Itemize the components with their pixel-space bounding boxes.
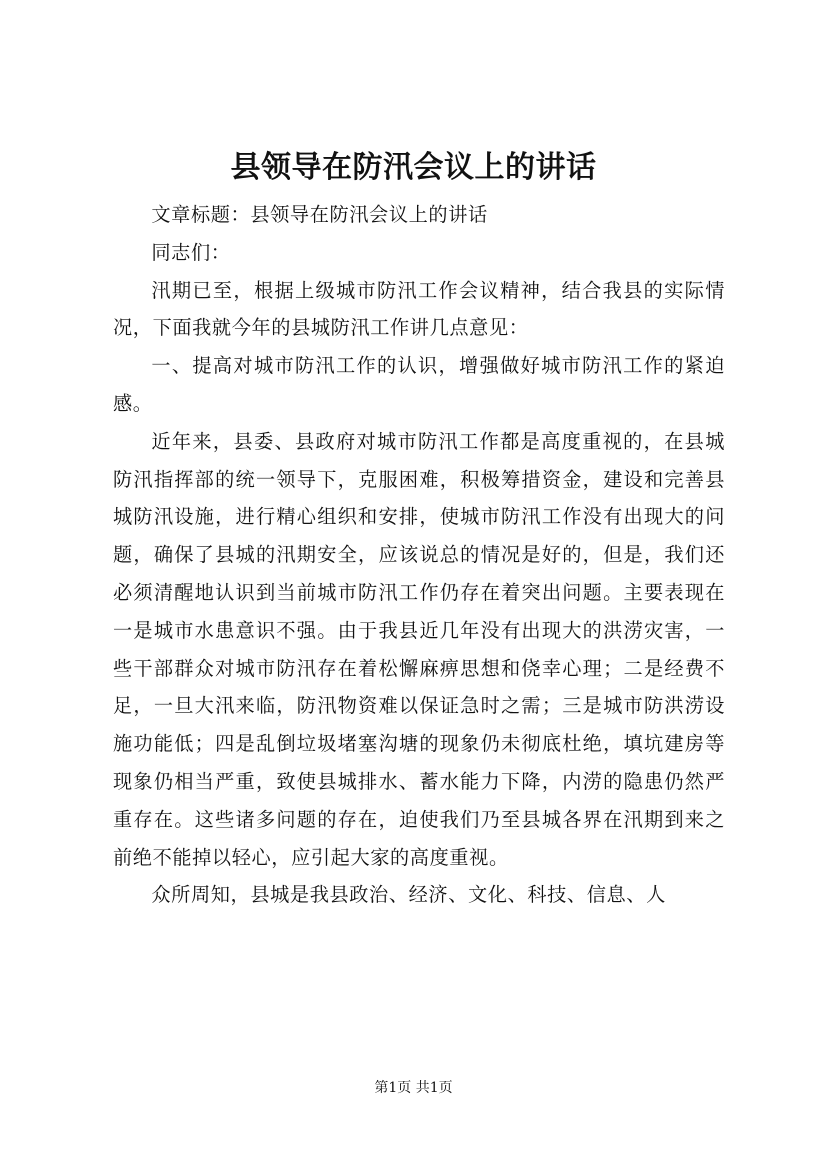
salutation: 同志们： xyxy=(151,240,231,264)
document-body xyxy=(113,196,725,914)
article-title-line: 文章标题：县领导在防汛会议上的讲话 xyxy=(151,203,488,226)
page-number: 第1页 共1页 xyxy=(374,1080,453,1096)
intro-paragraph: 汛期已至，根据上级城市防汛工作会议精神，结合我县的实际情况，下面我就今年的县城防汛工作讲几点意见： xyxy=(113,278,725,340)
body-paragraph: 近年来，县委、县政府对城市防汛工作都是高度重视的，在县城防汛指挥部的统一领导下，克服困难，积极筹措资金，建设和完善县城防汛设施，进行精心组织和安排，使城市防汛工作没有出现大的问题，确保了县城的汛期安全，应该说总的情况是好的，但是，我们还必须清醒地认识到当前城市防汛工作仍存在着突出问题。主要表现在一是城市水患意识不强。由于我县近几年没有出现大的洪涝灾害，一些干部群众对城市防汛存在着松懈麻痹思想和侥幸心理；二是经费不足，一旦大汛来临，防汛物资难以保证急时之需；三是城市防洪涝设施功能低；四是乱倒垃圾堵塞沟塘的现象仍未彻底杜绝，填坑建房等现象仍相当严重，致使县城排水、蓄水能力下降，内涝的隐患仍然严重存在。这些诸多问题的存在，迫使我们乃至县城各界在汛期到来之前绝不能掉以轻心，应引起大家的高度重视。 xyxy=(113,429,725,869)
page-footer xyxy=(0,1078,827,1098)
document-title: 县领导在防汛会议上的讲话 xyxy=(230,150,597,185)
section-heading-1: 一、提高对城市防汛工作的认识，增强做好城市防汛工作的紧迫感。 xyxy=(113,354,725,415)
continued-paragraph: 众所周知，县城是我县政治、经济、文化、科技、信息、人 xyxy=(151,883,666,907)
